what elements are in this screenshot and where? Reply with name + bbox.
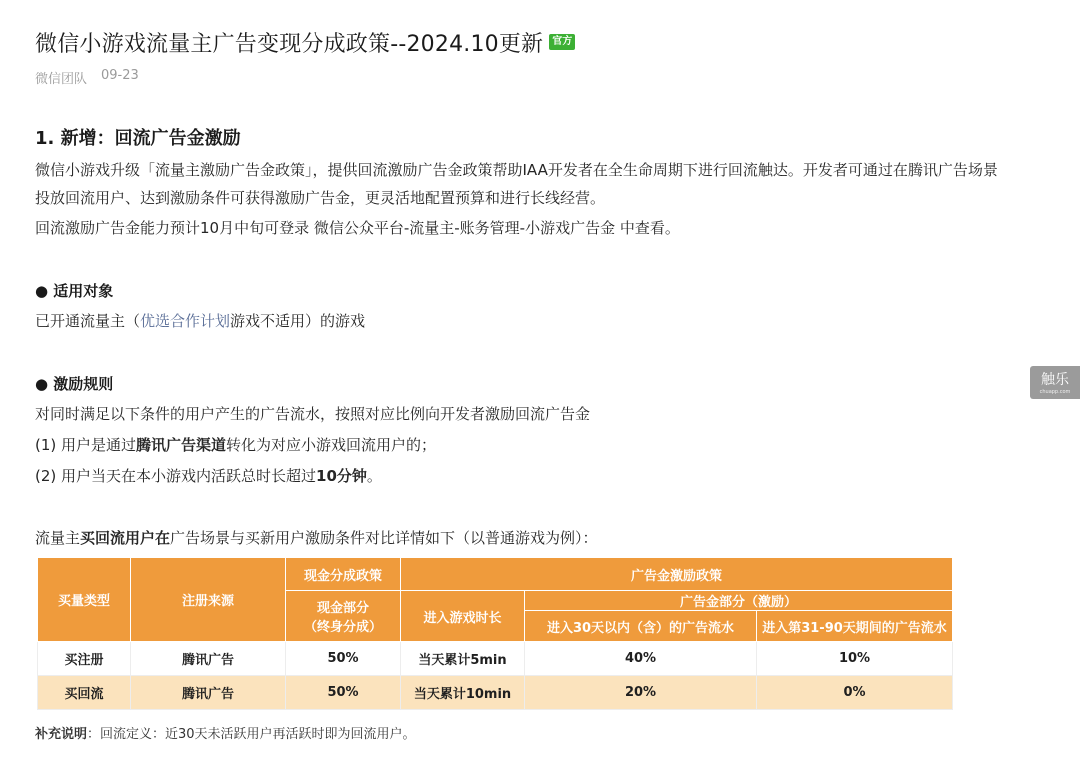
cell-cash: 50% <box>286 642 401 676</box>
applicable-text <box>35 307 1065 335</box>
chuyue-tag-domain: chuapp.com <box>1039 389 1071 395</box>
header-cash-part-line2: （终身分成） <box>303 620 382 635</box>
compare-pre: 流量主 <box>35 529 81 547</box>
header-within-30-days: 进入30天以内（含）的广告流水 <box>525 611 757 642</box>
cell-within-30: 20% <box>525 676 757 710</box>
cell-day-31-90: 10% <box>757 642 953 676</box>
compare-post: 广告场景与买新用户激励条件对比详情如下（以普通游戏为例）： <box>170 529 598 547</box>
header-adgold-part: 广告金部分（激励） <box>525 591 953 611</box>
chuyue-watermark-tag[interactable] <box>1030 366 1080 399</box>
table-row <box>38 676 953 710</box>
rules-line-3-pre: (2) 用户当天在本小游戏内活跃总时长超过 <box>35 467 317 485</box>
rules-line-2-post: 转化为对应小游戏回流用户的； <box>226 436 437 454</box>
applicable-title: ● 适用对象 <box>35 282 114 300</box>
rules-title: ● 激励规则 <box>35 375 114 393</box>
chuyue-tag-label: 触乐 <box>1041 372 1069 388</box>
rules-line-3 <box>35 462 1065 490</box>
intro-line-1: 微信小游戏升级「流量主激励广告金政策」，提供回流激励广告金政策帮助IAA开发者在全生命周期下进行回流触达。开发者可通过在腾讯广告场景 <box>35 161 998 179</box>
cell-within-30: 40% <box>525 642 757 676</box>
intro-paragraph <box>35 156 1065 212</box>
author-link[interactable]: 微信团队 <box>35 72 88 87</box>
header-buy-type: 买量类型 <box>38 558 131 642</box>
table-row <box>38 642 953 676</box>
rules-line-2 <box>35 431 1065 459</box>
cell-cash: 50% <box>286 676 401 710</box>
rules-line-2-pre: (1) 用户是通过 <box>35 436 137 454</box>
header-cash-policy: 现金分成政策 <box>286 558 401 591</box>
policy-table <box>37 557 953 710</box>
cell-buy-type: 买注册 <box>38 642 131 676</box>
intro-line-2: 投放回流用户、达到激励条件可获得激励广告金，更灵活地配置预算和进行长线经营。 <box>35 189 606 207</box>
supplementary-note <box>35 723 416 742</box>
partner-plan-link[interactable]: 优选合作计划 <box>140 312 231 330</box>
compare-intro <box>35 524 1065 552</box>
rules-line-3-post: 。 <box>366 467 382 485</box>
rules-line-2-bold: 腾讯广告渠道 <box>136 436 227 454</box>
header-cash-part <box>286 591 401 642</box>
policy-table-wrap <box>37 557 952 710</box>
cell-duration: 当天累计10min <box>401 676 525 710</box>
note-text: ：回流定义：近30天未活跃用户再活跃时即为回流用户。 <box>87 727 416 742</box>
header-cash-part-line1: 现金部分 <box>316 601 369 616</box>
header-enter-duration: 进入游戏时长 <box>401 591 525 642</box>
applicable-text-before: 已开通流量主（ <box>35 312 141 330</box>
cell-buy-type: 买回流 <box>38 676 131 710</box>
official-badge: 官方 <box>549 34 575 50</box>
intro-line-3: 回流激励广告金能力预计10月中旬可登录 微信公众平台-流量主-账务管理-小游戏广告金 中查看。 <box>35 219 680 237</box>
cell-register-source: 腾讯广告 <box>131 676 286 710</box>
rules-line-1: 对同时满足以下条件的用户产生的广告流水，按照对应比例向开发者激励回流广告金 <box>35 405 591 423</box>
cell-register-source: 腾讯广告 <box>131 642 286 676</box>
applicable-text-after: 游戏不适用）的游戏 <box>230 312 366 330</box>
publish-date: 09-23 <box>101 68 139 83</box>
cell-duration: 当天累计5min <box>401 642 525 676</box>
title-row <box>35 22 1065 62</box>
compare-bold: 买回流用户在 <box>80 529 171 547</box>
header-adgold-policy: 广告金激励政策 <box>401 558 953 591</box>
article-title: 微信小游戏流量主广告变现分成政策--2024.10更新 <box>35 31 544 57</box>
note-label: 补充说明 <box>35 727 88 742</box>
header-day-31-90: 进入第31-90天期间的广告流水 <box>757 611 953 642</box>
rules-line-3-bold: 10分钟 <box>316 467 367 485</box>
section-heading: 1. 新增：回流广告金激励 <box>35 128 241 149</box>
header-register-source: 注册来源 <box>131 558 286 642</box>
cell-day-31-90: 0% <box>757 676 953 710</box>
article-meta <box>35 68 1065 87</box>
